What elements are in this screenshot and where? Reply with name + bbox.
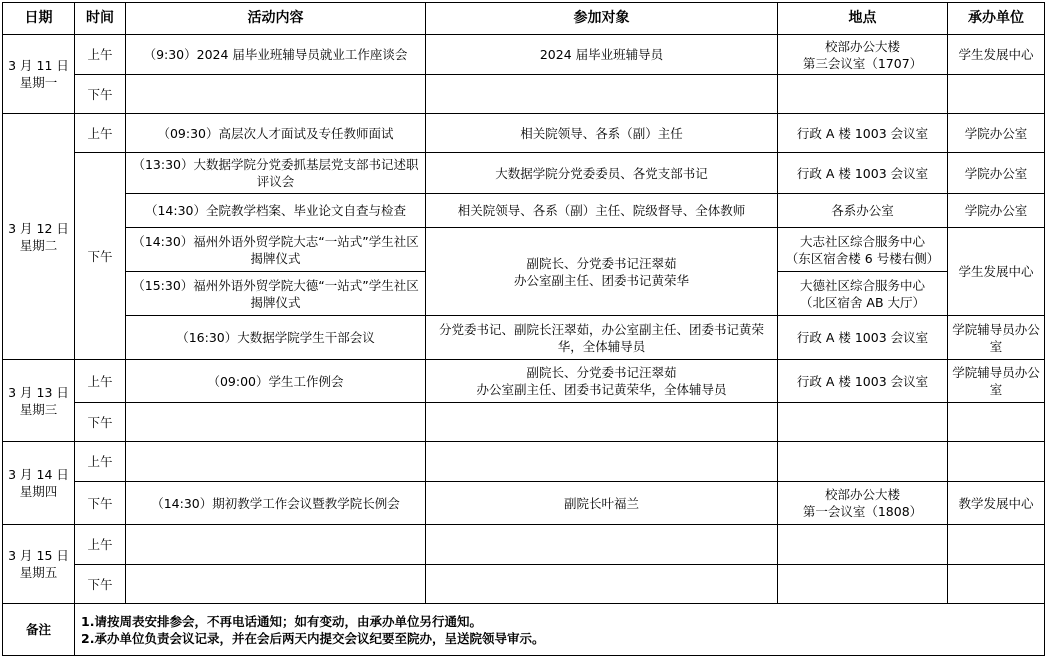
location-cell: 行政 A 楼 1003 会议室 [778, 114, 948, 153]
organizer-cell [948, 75, 1045, 114]
participants-line: 办公室副主任、团委书记黄荣华，全体辅导员 [476, 382, 727, 397]
location-cell: 各系办公室 [778, 194, 948, 228]
table-row [3, 114, 1045, 153]
organizer-cell: 学院办公室 [948, 153, 1045, 194]
participants-cell [426, 75, 778, 114]
table-row [3, 194, 1045, 228]
note-line-1: 1.请按周表安排参会，不再电话通知；如有变动，由承办单位另行通知。 [81, 613, 482, 629]
participants-cell: 大数据学院分党委委员、各党支部书记 [426, 153, 778, 194]
note-line-2: 2.承办单位负责会议记录，并在会后两天内提交会议纪要至院办，呈送院领导审示。 [81, 630, 545, 646]
activity-cell: （15:30）福州外语外贸学院大德“一站式”学生社区揭牌仪式 [126, 272, 426, 316]
location-cell [778, 403, 948, 442]
location-line: 第一会议室（1808） [802, 504, 923, 519]
table-row [3, 75, 1045, 114]
activity-cell [126, 75, 426, 114]
location-cell [778, 442, 948, 482]
time-pm: 下午 [75, 403, 126, 442]
header-time: 时间 [75, 3, 126, 35]
organizer-cell [948, 442, 1045, 482]
organizer-cell: 教学发展中心 [948, 482, 1045, 525]
participants-line: 办公室副主任、团委书记黄荣华 [513, 272, 689, 288]
activity-cell [126, 442, 426, 482]
time-pm: 下午 [75, 565, 126, 604]
location-line: 第三会议室（1707） [802, 55, 923, 71]
location-cell [778, 482, 948, 525]
time-am: 上午 [75, 35, 126, 75]
notes-label: 备注 [3, 604, 75, 656]
activity-cell: （14:30）全院教学档案、毕业论文自查与检查 [126, 194, 426, 228]
date-label: 3 月 14 日 [8, 467, 69, 482]
header-date: 日期 [3, 3, 75, 35]
time-am: 上午 [75, 360, 126, 403]
participants-cell [426, 403, 778, 442]
date-cell [3, 442, 75, 525]
participants-cell: 分党委书记、副院长汪翠茹，办公室副主任、团委书记黄荣华，全体辅导员 [426, 316, 778, 360]
activity-cell: （14:30）福州外语外贸学院大志“一站式”学生社区揭牌仪式 [126, 228, 426, 272]
table-row [3, 525, 1045, 565]
header-row [3, 3, 1045, 35]
table-row [3, 442, 1045, 482]
time-am: 上午 [75, 442, 126, 482]
participants-cell [426, 360, 778, 403]
participants-cell [426, 228, 778, 316]
location-cell: 行政 A 楼 1003 会议室 [778, 316, 948, 360]
activity-cell: （09:00）学生工作例会 [126, 360, 426, 403]
location-line: （东区宿舍楼 6 号楼右侧） [785, 250, 940, 266]
date-cell [3, 525, 75, 604]
participants-line: 副院长、分党委书记汪翠茹 [526, 255, 677, 271]
activity-cell: （9:30）2024 届毕业班辅导员就业工作座谈会 [126, 35, 426, 75]
date-label: 3 月 11 日 [8, 58, 69, 73]
time-pm: 下午 [75, 75, 126, 114]
activity-cell: （09:30）高层次人才面试及专任教师面试 [126, 114, 426, 153]
location-cell: 行政 A 楼 1003 会议室 [778, 360, 948, 403]
activity-cell [126, 403, 426, 442]
activity-cell [126, 525, 426, 565]
participants-cell: 相关院领导、各系（副）主任、院级督导、全体教师 [426, 194, 778, 228]
date-cell [3, 114, 75, 360]
activity-cell [126, 565, 426, 604]
location-cell [778, 35, 948, 75]
header-organizer: 承办单位 [948, 3, 1045, 35]
weekday-label: 星期三 [19, 401, 58, 417]
organizer-cell [948, 565, 1045, 604]
organizer-cell: 学院辅导员办公室 [948, 316, 1045, 360]
participants-cell: 相关院领导、各系（副）主任 [426, 114, 778, 153]
header-participants: 参加对象 [426, 3, 778, 35]
header-activity: 活动内容 [126, 3, 426, 35]
weekday-label: 星期五 [19, 565, 58, 580]
location-line: （北区宿舍 AB 大厅） [799, 294, 926, 310]
participants-cell: 2024 届毕业班辅导员 [426, 35, 778, 75]
location-line: 大志社区综合服务中心 [799, 233, 925, 249]
date-cell [3, 35, 75, 114]
organizer-cell: 学院办公室 [948, 114, 1045, 153]
date-label: 3 月 13 日 [8, 384, 69, 400]
time-am: 上午 [75, 525, 126, 565]
notes-content [75, 604, 1045, 656]
location-line: 校部办公大楼 [824, 487, 900, 502]
weekday-label: 星期一 [19, 75, 58, 90]
participants-cell: 副院长叶福兰 [426, 482, 778, 525]
header-location: 地点 [778, 3, 948, 35]
organizer-cell: 学生发展中心 [948, 228, 1045, 316]
table-row [3, 153, 1045, 194]
participants-cell [426, 525, 778, 565]
time-am: 上午 [75, 114, 126, 153]
location-cell [778, 525, 948, 565]
weekday-label: 星期二 [19, 237, 58, 253]
date-cell [3, 360, 75, 442]
weekly-schedule-table [2, 2, 1045, 656]
activity-cell: （13:30）大数据学院分党委抓基层党支部书记述职评议会 [126, 153, 426, 194]
notes-row [3, 604, 1045, 656]
organizer-cell: 学院辅导员办公室 [948, 360, 1045, 403]
location-line: 校部办公大楼 [824, 38, 900, 54]
participants-cell [426, 565, 778, 604]
organizer-cell [948, 525, 1045, 565]
organizer-cell: 学院办公室 [948, 194, 1045, 228]
location-cell [778, 565, 948, 604]
time-pm: 下午 [75, 482, 126, 525]
date-label: 3 月 15 日 [8, 548, 69, 563]
weekday-label: 星期四 [19, 484, 58, 499]
activity-cell: （14:30）期初教学工作会议暨教学院长例会 [126, 482, 426, 525]
location-cell [778, 75, 948, 114]
organizer-cell: 学生发展中心 [948, 35, 1045, 75]
table-row [3, 403, 1045, 442]
location-cell [778, 272, 948, 316]
activity-cell: （16:30）大数据学院学生干部会议 [126, 316, 426, 360]
table-row [3, 482, 1045, 525]
table-row [3, 35, 1045, 75]
participants-line: 副院长、分党委书记汪翠茹 [526, 365, 677, 380]
location-cell: 行政 A 楼 1003 会议室 [778, 153, 948, 194]
date-label: 3 月 12 日 [8, 220, 69, 236]
table-row [3, 316, 1045, 360]
organizer-cell [948, 403, 1045, 442]
time-pm: 下午 [75, 153, 126, 360]
location-cell [778, 228, 948, 272]
participants-cell [426, 442, 778, 482]
table-row [3, 565, 1045, 604]
table-row [3, 228, 1045, 272]
table-row [3, 360, 1045, 403]
location-line: 大德社区综合服务中心 [799, 277, 925, 293]
